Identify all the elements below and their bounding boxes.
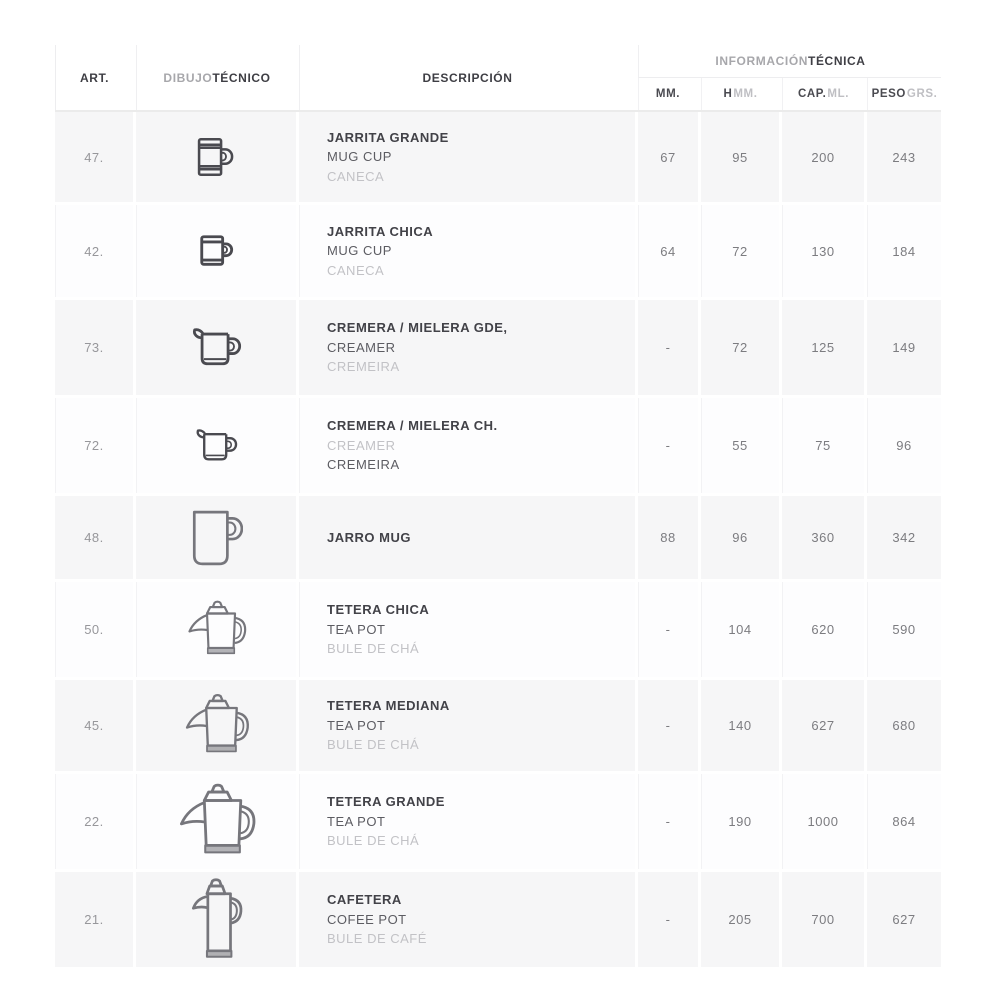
creamer-icon (190, 326, 242, 370)
col-header-hmm-light: MM. (733, 88, 758, 100)
cap-ml-value: 200 (782, 112, 864, 202)
description-cell (299, 112, 635, 202)
cap-ml-value: 1000 (782, 774, 864, 869)
col-header-art: ART. (55, 45, 133, 110)
technical-drawing-cell (136, 774, 296, 869)
art-number: 22. (55, 774, 133, 869)
description-line: CREAMER (327, 339, 396, 355)
description-line: BULE DE CHÁ (327, 833, 420, 849)
description-line: MUG CUP (327, 243, 392, 259)
cap-ml-value: 130 (782, 205, 864, 297)
cap-ml-value: 700 (782, 872, 864, 967)
table-body (55, 112, 941, 967)
mm-value: - (638, 582, 698, 677)
description-cell (299, 398, 635, 493)
col-header-capml-bold: CAP. (797, 88, 827, 100)
col-header-description: DESCRIPCIÓN (299, 45, 635, 110)
description-line: CANECA (327, 168, 385, 184)
h-mm-value: 190 (701, 774, 779, 869)
col-header-capml (782, 78, 864, 110)
table-row (55, 582, 941, 677)
table-row (55, 398, 941, 493)
table-row (55, 205, 941, 297)
h-mm-value: 72 (701, 205, 779, 297)
description-line: JARRO MUG (327, 529, 411, 545)
peso-grs-value: 627 (867, 872, 941, 967)
art-number: 73. (55, 300, 133, 395)
description-line: CREMERA / MIELERA GDE, (327, 320, 508, 336)
cap-ml-value: 620 (782, 582, 864, 677)
col-header-drawing-bold: TÉCNICO (212, 70, 271, 85)
description-cell (299, 774, 635, 869)
creamer-icon (194, 427, 238, 465)
col-header-pesogrs-bold: PESO (871, 88, 906, 100)
mug-small-icon (197, 232, 235, 270)
col-header-mm-bold: MM. (655, 88, 681, 100)
art-number: 72. (55, 398, 133, 493)
description-line: BULE DE CHÁ (327, 641, 420, 657)
col-header-technical-info (638, 45, 941, 78)
description-line: TETERA MEDIANA (327, 698, 450, 714)
technical-drawing-cell (136, 205, 296, 297)
cap-ml-value: 627 (782, 680, 864, 771)
mm-value: - (638, 872, 698, 967)
description-line: TEA POT (327, 813, 386, 829)
mm-value: 88 (638, 496, 698, 579)
h-mm-value: 95 (701, 112, 779, 202)
peso-grs-value: 184 (867, 205, 941, 297)
description-cell (299, 300, 635, 395)
description-line: TEA POT (327, 717, 386, 733)
description-line: TETERA GRANDE (327, 794, 445, 810)
table-row (55, 300, 941, 395)
technical-drawing-cell (136, 496, 296, 579)
art-number: 45. (55, 680, 133, 771)
peso-grs-value: 243 (867, 112, 941, 202)
product-catalog-table (55, 45, 941, 970)
description-cell (299, 582, 635, 677)
peso-grs-value: 864 (867, 774, 941, 869)
technical-drawing-cell (136, 680, 296, 771)
h-mm-value: 140 (701, 680, 779, 771)
description-line: JARRITA CHICA (327, 223, 434, 239)
cap-ml-value: 125 (782, 300, 864, 395)
col-header-hmm (701, 78, 779, 110)
coffeepot-icon (187, 878, 245, 962)
col-header-info-bold: TÉCNICA (808, 54, 866, 68)
table-row (55, 774, 941, 869)
description-line: CREAMER (327, 437, 396, 453)
cap-ml-value: 75 (782, 398, 864, 493)
technical-drawing-cell (136, 582, 296, 677)
art-number: 21. (55, 872, 133, 967)
description-line: CAFETERA (327, 892, 402, 908)
description-line: MUG CUP (327, 149, 392, 165)
description-line: CANECA (327, 262, 385, 278)
table-row (55, 680, 941, 771)
art-number: 48. (55, 496, 133, 579)
h-mm-value: 205 (701, 872, 779, 967)
description-line: CREMEIRA (327, 457, 400, 473)
table-row (55, 496, 941, 579)
col-header-capml-light: ML. (827, 88, 849, 100)
mm-value: 64 (638, 205, 698, 297)
description-line: TETERA CHICA (327, 602, 430, 618)
description-line: COFEE POT (327, 911, 407, 927)
col-header-drawing-light: DIBUJO (163, 70, 213, 85)
technical-drawing-cell (136, 872, 296, 967)
mm-value: 67 (638, 112, 698, 202)
description-cell (299, 872, 635, 967)
h-mm-value: 96 (701, 496, 779, 579)
technical-drawing-cell (136, 398, 296, 493)
col-header-technical-drawing (136, 45, 296, 110)
peso-grs-value: 680 (867, 680, 941, 771)
description-line: JARRITA GRANDE (327, 129, 449, 145)
description-line: CREMEIRA (327, 359, 400, 375)
table-header (55, 45, 941, 112)
mm-value: - (638, 680, 698, 771)
table-row (55, 872, 941, 967)
col-header-info-light: INFORMACIÓN (715, 54, 809, 68)
art-number: 42. (55, 205, 133, 297)
art-number: 47. (55, 112, 133, 202)
h-mm-value: 104 (701, 582, 779, 677)
technical-drawing-cell (136, 300, 296, 395)
mug-banded-icon (194, 133, 238, 181)
col-header-mm (638, 78, 698, 110)
description-line: BULE DE CAFÉ (327, 931, 427, 947)
col-header-pesogrs (867, 78, 941, 110)
col-header-hmm-bold: H (723, 88, 733, 100)
peso-grs-value: 96 (867, 398, 941, 493)
art-number: 50. (55, 582, 133, 677)
mug-large-icon (189, 508, 243, 568)
peso-grs-value: 342 (867, 496, 941, 579)
teapot-icon (183, 600, 249, 660)
table-row (55, 112, 941, 202)
description-cell (299, 680, 635, 771)
description-line: TEA POT (327, 621, 386, 637)
mm-value: - (638, 398, 698, 493)
peso-grs-value: 149 (867, 300, 941, 395)
h-mm-value: 55 (701, 398, 779, 493)
h-mm-value: 72 (701, 300, 779, 395)
mm-value: - (638, 774, 698, 869)
mm-value: - (638, 300, 698, 395)
cap-ml-value: 360 (782, 496, 864, 579)
col-header-pesogrs-light: GRS. (906, 88, 938, 100)
peso-grs-value: 590 (867, 582, 941, 677)
description-line: CREMERA / MIELERA CH. (327, 418, 498, 434)
teapot-icon (173, 782, 259, 862)
technical-drawing-cell (136, 112, 296, 202)
description-line: BULE DE CHÁ (327, 737, 420, 753)
description-cell (299, 205, 635, 297)
teapot-icon (180, 693, 252, 759)
description-cell (299, 496, 635, 579)
